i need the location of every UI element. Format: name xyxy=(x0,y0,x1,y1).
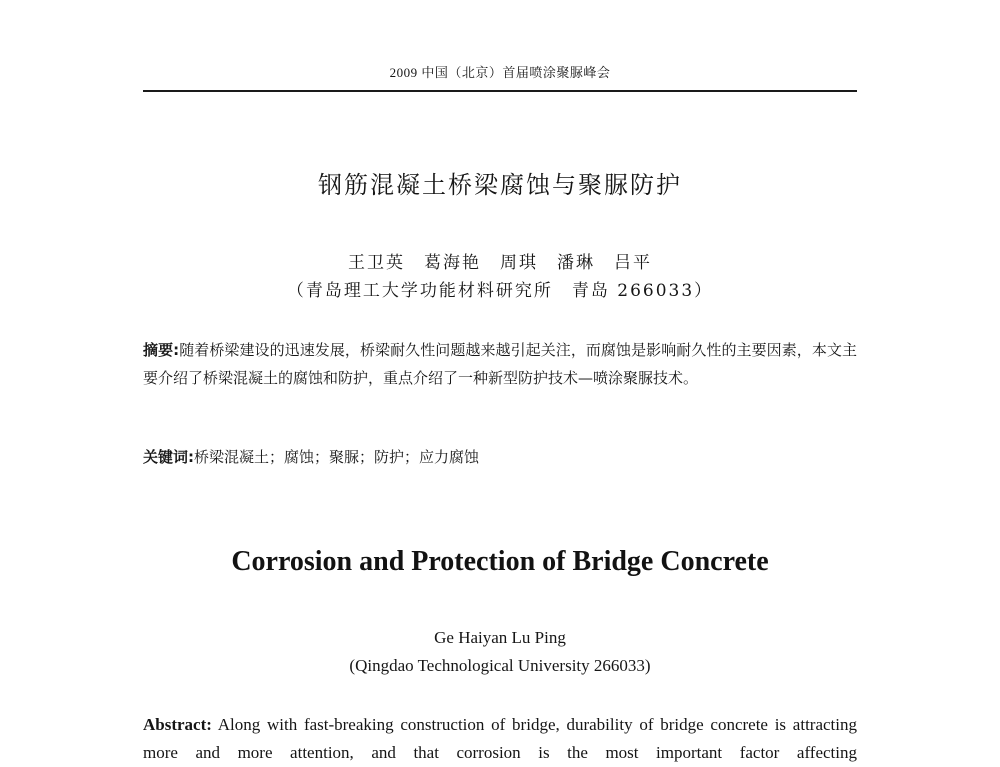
running-header: 2009 中国（北京）首届喷涂聚脲峰会 xyxy=(389,65,611,80)
chinese-abstract-label: 摘要: xyxy=(143,341,180,359)
english-title: Corrosion and Protection of Bridge Concrete xyxy=(231,546,769,577)
english-abstract-label: Abstract: xyxy=(143,715,212,734)
chinese-authors: 王卫英 葛海艳 周琪 潘琳 吕平 xyxy=(348,253,652,273)
chinese-keywords-label: 关键词: xyxy=(143,448,194,466)
chinese-abstract-text: 随着桥梁建设的迅速发展，桥梁耐久性问题越来越引起关注，而腐蚀是影响耐久性的主要因素，本文主要介绍了桥梁混凝土的腐蚀和防护，重点介绍了一种新型防护技术—喷涂聚脲技术。 xyxy=(143,341,858,387)
header-rule xyxy=(143,90,857,92)
chinese-keywords-text: 桥梁混凝土；腐蚀；聚脲；防护；应力腐蚀 xyxy=(194,448,480,466)
english-affiliation: (Qingdao Technological University 266033) xyxy=(349,656,651,675)
chinese-affiliation: （青岛理工大学功能材料研究所 青岛 266033） xyxy=(286,281,714,301)
chinese-keywords xyxy=(143,446,857,468)
english-abstract-line-1: Along with fast-breaking construction of bridge, durability of bridge concrete is xyxy=(217,715,787,734)
chinese-title: 钢筋混凝土桥梁腐蚀与聚脲防护 xyxy=(318,171,682,199)
english-abstract xyxy=(143,711,857,767)
english-authors: Ge Haiyan Lu Ping xyxy=(434,628,566,647)
chinese-abstract xyxy=(143,336,857,392)
english-abstract-line-2: attracting more and more attention, and that corrosion is the most important factor affecting xyxy=(143,715,857,762)
